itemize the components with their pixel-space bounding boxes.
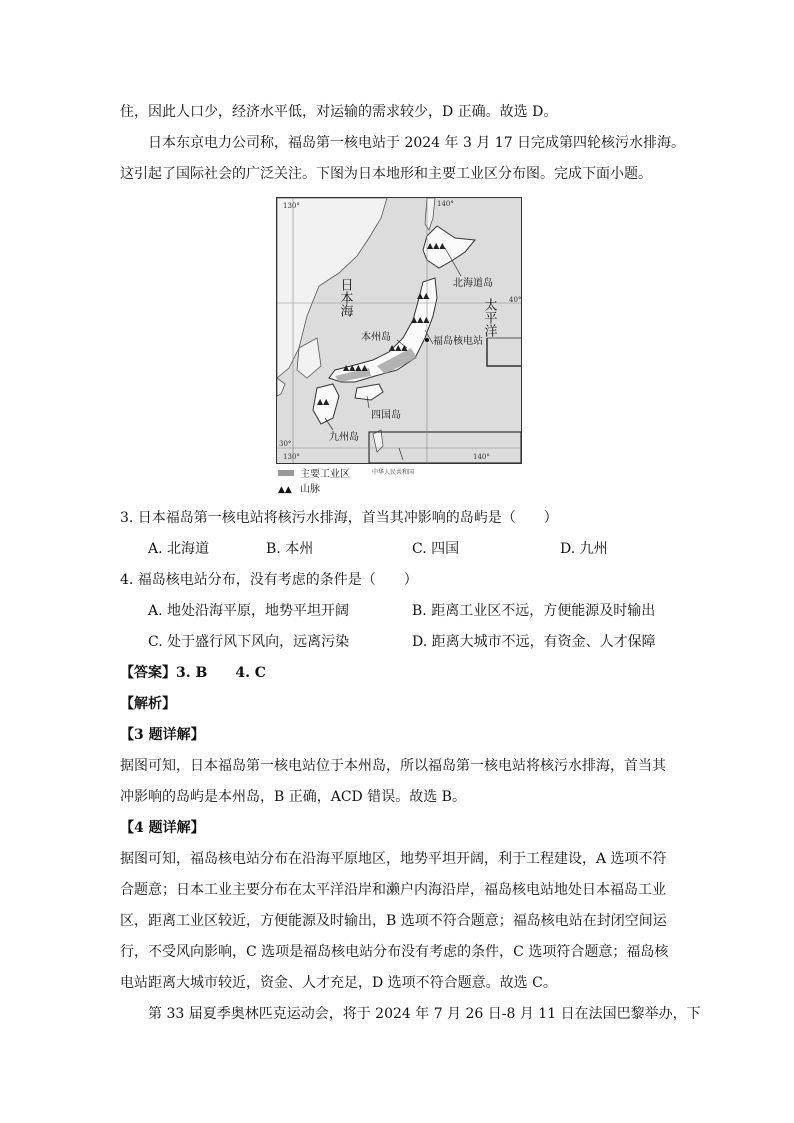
honshu-label: 本州岛 bbox=[361, 332, 391, 343]
lat-label: 40° bbox=[509, 296, 521, 304]
q3-option-b: B. 本州 bbox=[266, 541, 314, 557]
fukushima-label: 福岛核电站 bbox=[433, 336, 483, 347]
detail-4-line: 电站距离大城市较近，资金、人才充足，D 选项不符合题意。故选 C。 bbox=[120, 975, 557, 991]
text-line: 第 33 届夏季奥林匹克运动会，将于 2024 年 7 月 26 日-8 月 11 日在法国巴黎举办，下 bbox=[148, 1006, 701, 1022]
detail-3-line: 冲影响的岛屿是本州岛，B 正确，ACD 错误。故选 B。 bbox=[120, 789, 466, 805]
analysis-heading: 【解析】 bbox=[120, 696, 176, 712]
lat-label: 30° bbox=[279, 440, 292, 448]
q3-option-c: C. 四国 bbox=[412, 541, 460, 557]
q3-option-d: D. 九州 bbox=[560, 541, 608, 557]
pacific-label: 太平洋 bbox=[481, 298, 497, 337]
legend-industry: 主要工业区 bbox=[300, 469, 350, 480]
q3-option-a: A. 北海道 bbox=[148, 541, 210, 557]
text-line: 日本东京电力公司称，福岛第一核电站于 2024 年 3 月 17 日完成第四轮核污水排海。 bbox=[148, 135, 686, 151]
lon-label: 140° bbox=[473, 453, 490, 461]
legend-mountain: 山脉 bbox=[300, 484, 320, 495]
lon-label: 140° bbox=[437, 200, 454, 208]
detail-4-line: 合题意；日本工业主要分布在太平洋沿岸和濑户内海沿岸，福岛核电站地处日本福岛工业 bbox=[120, 882, 666, 898]
mountain-icon: ▲▲▲ bbox=[411, 315, 430, 324]
question-3-stem: 3. 日本福岛第一核电站将核污水排海，首当其冲影响的岛屿是（ ） bbox=[120, 510, 558, 526]
detail-4-line: 行，不受风向影响，C 选项是福岛核电站分布没有考虑的条件，C 选项符合题意；福岛核 bbox=[120, 944, 669, 960]
hokkaido-label: 北海道岛 bbox=[453, 278, 493, 289]
prc-label: 中华人民共和国 bbox=[372, 469, 415, 476]
detail-4-line: 区，距离工业区较近，方便能源及时输出，B 选项不符合题意；福岛核电站在封闭空间运 bbox=[120, 913, 667, 929]
industry-swatch bbox=[278, 470, 294, 476]
q4-option-c: C. 处于盛行风下风向，远离污染 bbox=[148, 634, 350, 650]
sea-of-japan-label: 日本海 bbox=[337, 278, 353, 317]
mountain-icon: ▲▲▲▲ bbox=[343, 363, 368, 372]
detail-3-heading: 【3 题详解】 bbox=[120, 727, 205, 743]
mountain-icon: ▲▲ bbox=[417, 291, 430, 300]
mountain-icon: ▲▲ bbox=[278, 485, 292, 495]
map-legend bbox=[276, 466, 526, 496]
shikoku-label: 四国岛 bbox=[371, 410, 401, 421]
mountain-icon: ▲▲▲ bbox=[427, 241, 446, 250]
q4-option-b: B. 距离工业区不远，方便能源及时输出 bbox=[412, 603, 656, 619]
question-4-stem: 4. 福岛核电站分布，没有考虑的条件是（ ） bbox=[120, 572, 418, 588]
q4-option-a: A. 地处沿海平原，地势平坦开阔 bbox=[148, 603, 350, 619]
lon-label: 130° bbox=[283, 453, 300, 461]
detail-4-heading: 【4 题详解】 bbox=[120, 820, 205, 836]
mountain-icon: ▲▲▲ bbox=[389, 343, 408, 352]
detail-3-line: 据图可知，日本福岛第一核电站位于本州岛，所以福岛第一核电站将核污水排海，首当其 bbox=[120, 758, 666, 774]
fukushima-marker bbox=[425, 338, 429, 342]
answer-line: 【答案】3. B 4. C bbox=[120, 665, 266, 681]
text-line: 住，因此人口少，经济水平低，对运输的需求较少，D 正确。故选 D。 bbox=[120, 104, 558, 120]
lon-label: 130° bbox=[283, 202, 300, 210]
text-line: 这引起了国际社会的广泛关注。下图为日本地形和主要工业区分布图。完成下面小题。 bbox=[120, 166, 652, 182]
japan-map bbox=[276, 197, 522, 464]
q4-option-d: D. 距离大城市不远，有资金、人才保障 bbox=[412, 634, 656, 650]
mountain-icon: ▲▲ bbox=[317, 397, 330, 406]
kyushu-label: 九州岛 bbox=[329, 432, 359, 443]
detail-4-line: 据图可知，福岛核电站分布在沿海平原地区，地势平坦开阔，利于工程建设，A 选项不符 bbox=[120, 851, 667, 867]
